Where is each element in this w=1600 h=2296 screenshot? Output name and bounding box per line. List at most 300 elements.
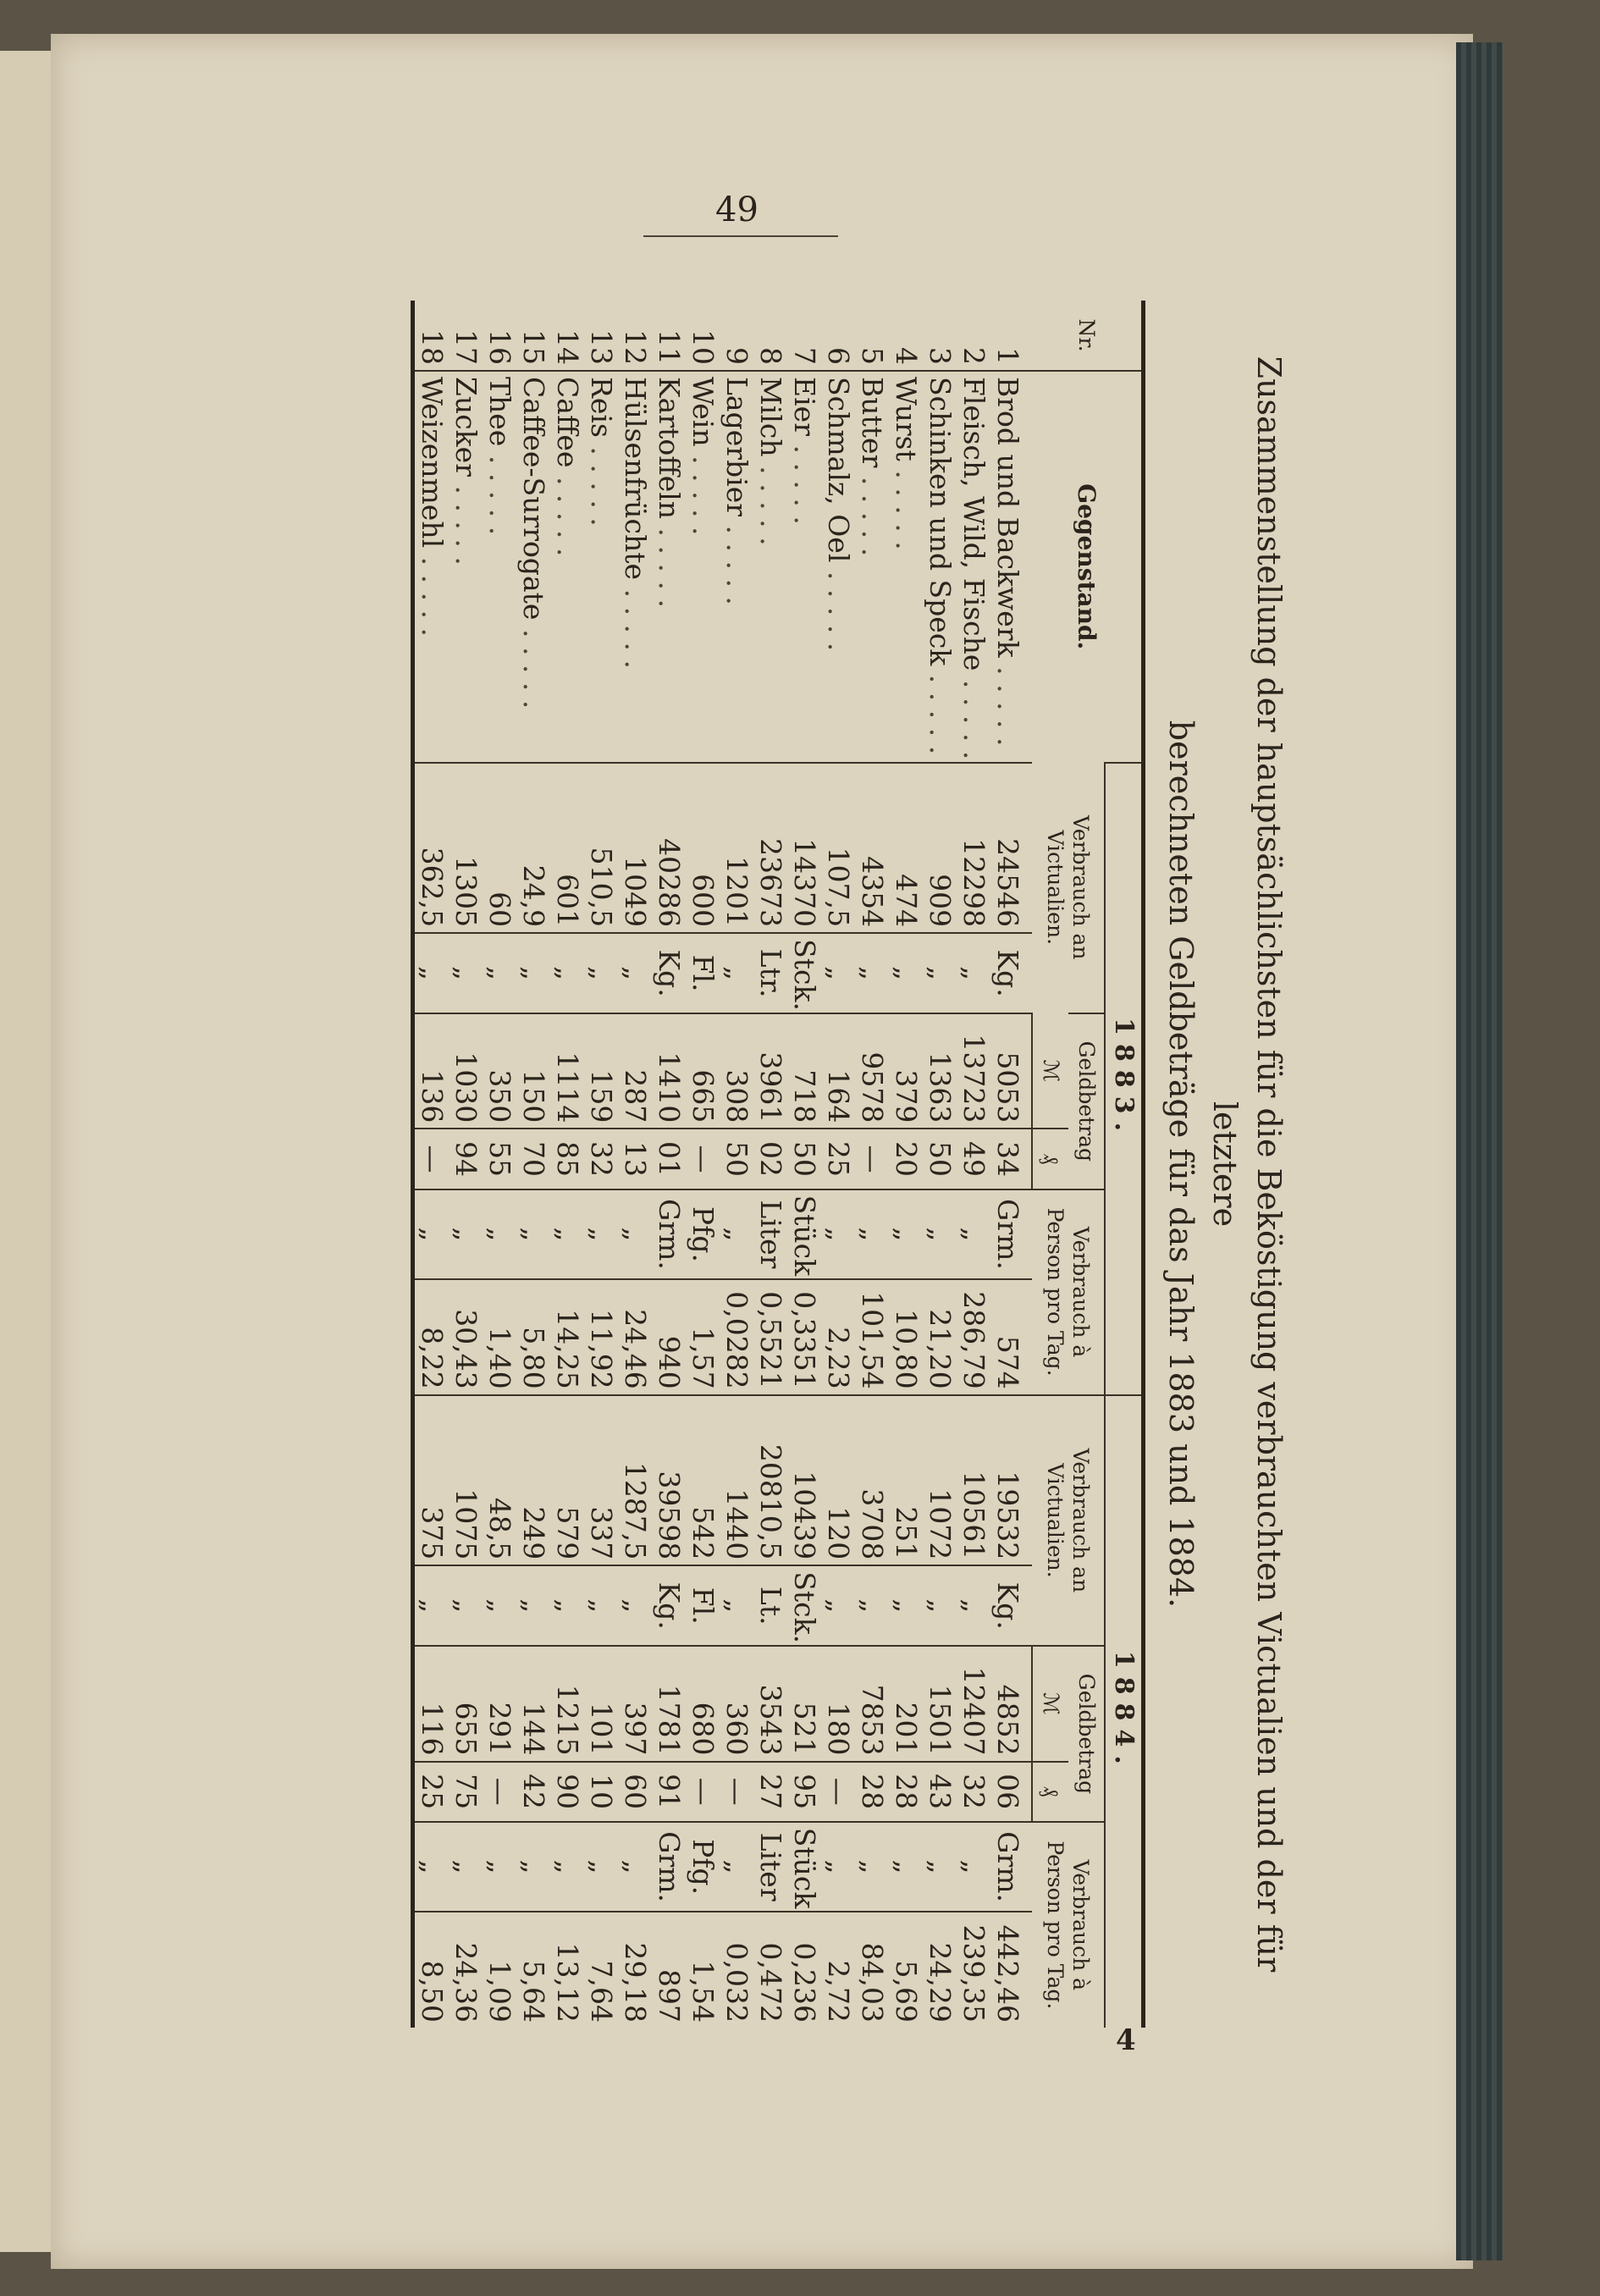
cell-1884-per-person: 5,69 [889, 1912, 923, 2028]
cell-1883-per-person-unit: „ [720, 1189, 753, 1280]
table-row [855, 301, 889, 2028]
table-row [753, 301, 787, 2028]
cell-1884-per-person-unit: Liter [753, 1822, 787, 1912]
header-year-1883: 1883. [1105, 763, 1144, 1395]
leader-dots: . . . . . [585, 437, 618, 527]
leader-dots: . . . . . [653, 519, 686, 608]
cell-1883-per-person: 286,79 [957, 1279, 990, 1394]
cell-1884-mark: 116 [413, 1646, 450, 1761]
cell-1884-quantity: 337 [584, 1395, 618, 1566]
cell-1883-unit: „ [821, 933, 855, 1013]
row-number: 13 [585, 329, 618, 366]
leader-dots: . . . . . [991, 657, 1025, 747]
cell-1884-per-person-unit: Stück [787, 1822, 821, 1912]
item-label: Lagerbier [720, 377, 753, 517]
sheet-signature-mark: 4 [1116, 2023, 1136, 2057]
cell-1884-pfennig: 27 [753, 1762, 787, 1822]
cell-1884-per-person-unit: „ [923, 1822, 957, 1912]
cell-1883-pfennig: 50 [787, 1129, 821, 1189]
cell-1883-pfennig: 20 [889, 1129, 923, 1189]
item-label: Milch [754, 377, 787, 457]
cell-1884-pfennig: 90 [550, 1762, 584, 1822]
table-row [652, 301, 686, 2028]
leader-dots: . . . . . [720, 516, 753, 605]
cell-1884-unit: „ [483, 1565, 516, 1646]
cell-1884-quantity: 251 [889, 1395, 923, 1566]
item-label: Weizenmehl [416, 377, 449, 549]
item-label: Reis [585, 377, 618, 438]
table-caption [1159, 301, 1291, 2028]
cell-1883-quantity: 107,5 [821, 763, 855, 934]
cell-1884-quantity: 1287,5 [618, 1395, 652, 1566]
leader-dots: . . . . . [619, 580, 652, 669]
row-number: 14 [551, 329, 584, 366]
cell-1883-unit: „ [449, 933, 483, 1013]
cell-1884-unit: „ [821, 1565, 855, 1646]
cell-1883-per-person-unit: „ [923, 1189, 957, 1280]
cell-1884-per-person-unit: „ [449, 1822, 483, 1912]
cell-1883-per-person-unit: „ [483, 1189, 516, 1280]
cell-1884-mark: 291 [483, 1646, 516, 1761]
cell-1884-quantity: 48,5 [483, 1395, 516, 1566]
cell-1884-mark: 521 [787, 1646, 821, 1761]
cell-1883-per-person-unit: Grm. [652, 1189, 686, 1280]
header-consumption-1884: Verbrauch an Victualien. [1032, 1395, 1105, 1646]
cell-1884-mark: 12407 [957, 1646, 990, 1761]
cell-1883-unit: „ [550, 933, 584, 1013]
cell-1883-unit: „ [483, 933, 516, 1013]
cell-1883-quantity: 474 [889, 763, 923, 934]
item-label: Brod und Backwerk [991, 377, 1025, 658]
item-name [787, 371, 821, 763]
cell-1884-mark: 397 [618, 1646, 652, 1761]
cell-1883-unit: Fl. [686, 933, 720, 1013]
table-row [720, 301, 753, 2028]
cell-1884-mark: 4852 [990, 1646, 1032, 1761]
item-name [923, 371, 957, 763]
cell-1883-mark: 665 [686, 1013, 720, 1129]
cell-1883-quantity: 1049 [618, 763, 652, 934]
cell-1884-per-person: 442,46 [990, 1912, 1032, 2028]
cell-1883-unit: „ [855, 933, 889, 1013]
cell-1883-pfennig: 50 [923, 1129, 957, 1189]
cell-1884-per-person: 0,472 [753, 1912, 787, 2028]
cell-1883-pfennig: 70 [516, 1129, 550, 1189]
item-name [753, 371, 787, 763]
cell-1884-mark: 680 [686, 1646, 720, 1761]
cell-1883-per-person-unit: „ [957, 1189, 990, 1280]
cell-1883-mark: 13723 [957, 1013, 990, 1129]
table-row [584, 301, 618, 2028]
cell-1884-pfennig: 28 [855, 1762, 889, 1822]
item-name [889, 371, 923, 763]
header-item: Gegenstand. [1032, 371, 1144, 763]
row-number: 15 [517, 329, 550, 366]
header-pfennig-1884: ₰ [1032, 1762, 1068, 1822]
header-consumption-1883: Verbrauch an Victualien. [1043, 815, 1094, 960]
row-number: 9 [720, 347, 753, 366]
cell-1884-per-person-unit: „ [720, 1822, 753, 1912]
cell-1883-mark: 308 [720, 1013, 753, 1129]
cell-1884-mark: 1501 [923, 1646, 957, 1761]
cell-1883-per-person-unit: Stück [787, 1189, 821, 1280]
cell-1883-unit: „ [618, 933, 652, 1013]
cell-1883-per-person: 0,5521 [753, 1279, 787, 1394]
item-name [855, 371, 889, 763]
cell-1884-pfennig: 91 [652, 1762, 686, 1822]
header-mark-1884: ℳ [1032, 1646, 1068, 1761]
cell-1883-per-person: 24,46 [618, 1279, 652, 1394]
cell-1884-unit: „ [413, 1565, 450, 1646]
cell-1884-quantity: 3708 [855, 1395, 889, 1566]
cell-1883-pfennig: — [686, 1129, 720, 1189]
item-name [720, 371, 753, 763]
cell-1884-pfennig: — [821, 1762, 855, 1822]
cell-1884-mark: 101 [584, 1646, 618, 1761]
cell-1883-unit: „ [413, 933, 450, 1013]
cell-1884-pfennig: 43 [923, 1762, 957, 1822]
cell-1884-pfennig: 25 [413, 1762, 450, 1822]
cell-1883-mark: 1030 [449, 1013, 483, 1129]
cell-1884-per-person: 2,72 [821, 1912, 855, 2028]
table-row [483, 301, 516, 2028]
cell-1884-unit: „ [923, 1565, 957, 1646]
cell-1884-unit: „ [550, 1565, 584, 1646]
row-number: 2 [957, 347, 990, 366]
cell-1884-pfennig: 32 [957, 1762, 990, 1822]
cell-1883-per-person-unit: Grm. [990, 1189, 1032, 1280]
cell-1883-per-person: 10,80 [889, 1279, 923, 1394]
cell-1883-per-person: 14,25 [550, 1279, 584, 1394]
cell-1883-per-person-unit: „ [550, 1189, 584, 1280]
cell-1883-unit: „ [889, 933, 923, 1013]
page-number-rule [643, 235, 838, 237]
cell-1883-quantity: 12298 [957, 763, 990, 934]
header-pfennig-1883: ₰ [1032, 1129, 1068, 1189]
item-name [516, 371, 550, 763]
cell-1884-pfennig: 42 [516, 1762, 550, 1822]
table-row [413, 301, 450, 2028]
cell-1884-quantity: 249 [516, 1395, 550, 1566]
cell-1883-mark: 379 [889, 1013, 923, 1129]
table-row [618, 301, 652, 2028]
cell-1883-unit: „ [584, 933, 618, 1013]
cell-1883-pfennig: 01 [652, 1129, 686, 1189]
item-name [413, 371, 450, 763]
cell-1884-per-person-unit: „ [889, 1822, 923, 1912]
cell-1884-mark: 655 [449, 1646, 483, 1761]
item-name [550, 371, 584, 763]
cell-1884-unit: „ [889, 1565, 923, 1646]
cell-1883-pfennig: 25 [821, 1129, 855, 1189]
cell-1883-pfennig: 32 [584, 1129, 618, 1189]
item-label: Thee [483, 377, 516, 447]
cell-1884-per-person-unit: „ [957, 1822, 990, 1912]
cell-1883-per-person-unit: „ [618, 1189, 652, 1280]
cell-1883-quantity: 23673 [753, 763, 787, 934]
header-money-1883: Geldbetrag [1068, 1013, 1105, 1189]
cell-1884-per-person: 7,64 [584, 1912, 618, 2028]
item-name [652, 371, 686, 763]
leader-dots: . . . . . [450, 476, 483, 566]
row-number: 3 [924, 347, 957, 366]
cell-1883-pfennig: 02 [753, 1129, 787, 1189]
cell-1883-mark: 150 [516, 1013, 550, 1129]
item-name [618, 371, 652, 763]
cell-1883-unit: Stck. [787, 933, 821, 1013]
cell-1883-mark: 350 [483, 1013, 516, 1129]
item-name [686, 371, 720, 763]
item-name [483, 371, 516, 763]
table-row [889, 301, 923, 2028]
cell-1884-quantity: 579 [550, 1395, 584, 1566]
cell-1883-mark: 159 [584, 1013, 618, 1129]
table-row [449, 301, 483, 2028]
cell-1884-quantity: 1075 [449, 1395, 483, 1566]
row-number: 11 [653, 329, 686, 366]
item-name [957, 371, 990, 763]
cell-1884-per-person: 84,03 [855, 1912, 889, 2028]
cell-1884-per-person: 24,36 [449, 1912, 483, 2028]
cell-1884-pfennig: 75 [449, 1762, 483, 1822]
cell-1883-per-person-unit: Pfg. [686, 1189, 720, 1280]
cell-1884-mark: 360 [720, 1646, 753, 1761]
header-nr: Nr. [1032, 301, 1144, 371]
cell-1883-quantity: 601 [550, 763, 584, 934]
cell-1883-quantity: 24,9 [516, 763, 550, 934]
cell-1884-per-person: 8,50 [413, 1912, 450, 2028]
cell-1883-quantity: 1305 [449, 763, 483, 934]
cell-1883-mark: 164 [821, 1013, 855, 1129]
cell-1884-pfennig: 95 [787, 1762, 821, 1822]
item-label: Caffee [551, 377, 584, 468]
cell-1883-unit: „ [516, 933, 550, 1013]
table-row [686, 301, 720, 2028]
cell-1884-per-person: 13,12 [550, 1912, 584, 2028]
cell-1884-pfennig: 10 [584, 1762, 618, 1822]
cell-1883-per-person: 574 [990, 1279, 1032, 1394]
cell-1883-per-person: 1,40 [483, 1279, 516, 1394]
cell-1883-mark: 718 [787, 1013, 821, 1129]
cell-1884-unit: Kg. [990, 1565, 1032, 1646]
cell-1883-per-person-unit: „ [516, 1189, 550, 1280]
table-row [787, 301, 821, 2028]
header-year-1884: 1884. [1105, 1395, 1144, 2028]
cell-1884-per-person: 0,236 [787, 1912, 821, 2028]
cell-1883-per-person: 5,80 [516, 1279, 550, 1394]
cell-1884-per-person-unit: „ [483, 1822, 516, 1912]
cell-1883-mark: 287 [618, 1013, 652, 1129]
cell-1884-per-person-unit: „ [516, 1822, 550, 1912]
cell-1884-per-person-unit: „ [550, 1822, 584, 1912]
row-number: 8 [754, 347, 787, 366]
cell-1883-quantity: 600 [686, 763, 720, 934]
cell-1884-per-person: 1,54 [686, 1912, 720, 2028]
cell-1883-per-person: 0,0282 [720, 1279, 753, 1394]
cell-1883-pfennig: 94 [449, 1129, 483, 1189]
leader-dots: . . . . . [687, 446, 720, 536]
table-row [516, 301, 550, 2028]
item-label: Kartoffeln [653, 377, 686, 520]
cell-1884-mark: 3543 [753, 1646, 787, 1761]
cell-1884-mark: 144 [516, 1646, 550, 1761]
cell-1883-unit: „ [923, 933, 957, 1013]
cell-1883-pfennig: — [413, 1129, 450, 1189]
header-money-1884: Geldbetrag [1068, 1646, 1105, 1822]
cell-1884-unit: „ [618, 1565, 652, 1646]
cell-1883-quantity: 362,5 [413, 763, 450, 934]
cell-1884-per-person-unit: Grm. [652, 1822, 686, 1912]
leader-dots: . . . . . [551, 467, 584, 557]
row-number: 6 [822, 347, 855, 366]
cell-1883-per-person: 1,57 [686, 1279, 720, 1394]
cell-1884-mark: 7853 [855, 1646, 889, 1761]
cell-1883-quantity: 40286 [652, 763, 686, 934]
cell-1884-pfennig: — [720, 1762, 753, 1822]
leader-dots: . . . . . [924, 665, 957, 755]
cell-1883-per-person: 2,23 [821, 1279, 855, 1394]
cell-1883-quantity: 510,5 [584, 763, 618, 934]
cell-1883-quantity: 1201 [720, 763, 753, 934]
cell-1884-per-person-unit: „ [413, 1822, 450, 1912]
header-per-person-1883: Verbrauch à Person pro Tag. [1032, 1189, 1105, 1395]
leader-dots: . . . . . [957, 671, 990, 760]
cell-1884-pfennig: — [483, 1762, 516, 1822]
cell-1883-per-person-unit: „ [889, 1189, 923, 1280]
cell-1884-per-person-unit: „ [618, 1822, 652, 1912]
cell-1884-mark: 1215 [550, 1646, 584, 1761]
cell-1884-per-person-unit: Pfg. [686, 1822, 720, 1912]
header-mark-1883: ℳ [1032, 1013, 1068, 1129]
cell-1883-per-person-unit: „ [584, 1189, 618, 1280]
page-number: 49 [715, 190, 759, 229]
leader-dots: . . . . . [822, 562, 855, 652]
item-label: Eier [788, 377, 821, 436]
cell-1883-pfennig: 85 [550, 1129, 584, 1189]
cell-1883-pfennig: 13 [618, 1129, 652, 1189]
cell-1884-unit: „ [449, 1565, 483, 1646]
item-name [584, 371, 618, 763]
cell-1883-per-person: 11,92 [584, 1279, 618, 1394]
cell-1883-quantity: 14370 [787, 763, 821, 934]
cell-1884-per-person: 0,032 [720, 1912, 753, 2028]
row-number: 16 [483, 329, 516, 366]
cell-1883-pfennig: 55 [483, 1129, 516, 1189]
cell-1883-mark: 3961 [753, 1013, 787, 1129]
cell-1884-quantity: 10439 [787, 1395, 821, 1566]
caption-line-2: berechneten Geldbeträge für das Jahr 1883 und 1884. [1162, 720, 1200, 1609]
table-row [957, 301, 990, 2028]
cell-1884-unit: Stck. [787, 1565, 821, 1646]
cell-1883-per-person: 30,43 [449, 1279, 483, 1394]
cell-1884-per-person-unit: „ [821, 1822, 855, 1912]
item-name [990, 371, 1032, 763]
leader-dots: . . . . . [483, 446, 516, 536]
cell-1883-quantity: 24546 [990, 763, 1032, 934]
cell-1884-unit: Kg. [652, 1565, 686, 1646]
cell-1883-quantity: 4354 [855, 763, 889, 934]
caption-line-1: Zusammenstellung der hauptsächlichsten für die Beköstigung verbrauchten Victualien und der für letztere [1206, 356, 1288, 1973]
cell-1883-per-person-unit: „ [821, 1189, 855, 1280]
header-per-person-1884: Verbrauch à Person pro Tag. [1032, 1822, 1105, 2028]
victualien-table [411, 301, 1145, 2028]
row-number: 1 [991, 347, 1025, 366]
cell-1884-quantity: 19532 [990, 1395, 1032, 1566]
item-name [821, 371, 855, 763]
row-number: 4 [890, 347, 923, 366]
cell-1884-mark: 180 [821, 1646, 855, 1761]
cell-1883-quantity: 60 [483, 763, 516, 934]
cell-1883-unit: Kg. [990, 933, 1032, 1013]
cell-1883-mark: 1363 [923, 1013, 957, 1129]
row-number: 5 [856, 347, 889, 366]
cell-1884-quantity: 375 [413, 1395, 450, 1566]
cell-1884-quantity: 10561 [957, 1395, 990, 1566]
cell-1884-unit: „ [957, 1565, 990, 1646]
cell-1883-per-person: 101,54 [855, 1279, 889, 1394]
cell-1884-unit: „ [855, 1565, 889, 1646]
cell-1883-pfennig: 49 [957, 1129, 990, 1189]
item-name [449, 371, 483, 763]
cell-1883-mark: 1410 [652, 1013, 686, 1129]
cell-1884-mark: 201 [889, 1646, 923, 1761]
cell-1883-per-person: 21,20 [923, 1279, 957, 1394]
leader-dots: . . . . . [856, 467, 889, 557]
leader-dots: . . . . . [890, 461, 923, 550]
cell-1884-unit: „ [516, 1565, 550, 1646]
cell-1884-pfennig: — [686, 1762, 720, 1822]
cell-1884-unit: Lt. [753, 1565, 787, 1646]
cell-1883-unit: „ [720, 933, 753, 1013]
cell-1883-per-person-unit: „ [413, 1189, 450, 1280]
cell-1883-pfennig: — [855, 1129, 889, 1189]
cell-1884-per-person: 24,29 [923, 1912, 957, 2028]
row-number: 18 [413, 301, 450, 371]
cell-1883-mark: 1114 [550, 1013, 584, 1129]
cell-1883-unit: Ltr. [753, 933, 787, 1013]
cell-1884-per-person: 897 [652, 1912, 686, 2028]
cell-1883-unit: „ [957, 933, 990, 1013]
leader-dots: . . . . . [517, 620, 550, 709]
item-label: Wurst [890, 377, 923, 461]
item-label: Caffee-Surrogate [517, 377, 550, 621]
leader-dots: . . . . . [416, 548, 449, 637]
table-row [990, 301, 1032, 2028]
cell-1884-per-person: 29,18 [618, 1912, 652, 2028]
cell-1883-mark: 136 [413, 1013, 450, 1129]
item-label: Schinken und Speck [924, 377, 957, 666]
cell-1884-pfennig: 06 [990, 1762, 1032, 1822]
table-row [821, 301, 855, 2028]
item-label: Butter [856, 377, 889, 468]
cell-1883-per-person: 940 [652, 1279, 686, 1394]
cell-1884-unit: „ [720, 1565, 753, 1646]
cell-1884-pfennig: 60 [618, 1762, 652, 1822]
cell-1884-quantity: 542 [686, 1395, 720, 1566]
cell-1884-per-person: 1,09 [483, 1912, 516, 2028]
cell-1884-quantity: 1440 [720, 1395, 753, 1566]
cell-1884-quantity: 39598 [652, 1395, 686, 1566]
row-number: 10 [687, 329, 720, 366]
cell-1883-mark: 9578 [855, 1013, 889, 1129]
item-label: Wein [687, 377, 720, 447]
row-number: 7 [788, 347, 821, 366]
cell-1884-per-person-unit: „ [584, 1822, 618, 1912]
cell-1884-quantity: 120 [821, 1395, 855, 1566]
cell-1883-per-person: 0,3351 [787, 1279, 821, 1394]
cell-1883-pfennig: 50 [720, 1129, 753, 1189]
cell-1884-per-person: 5,64 [516, 1912, 550, 2028]
